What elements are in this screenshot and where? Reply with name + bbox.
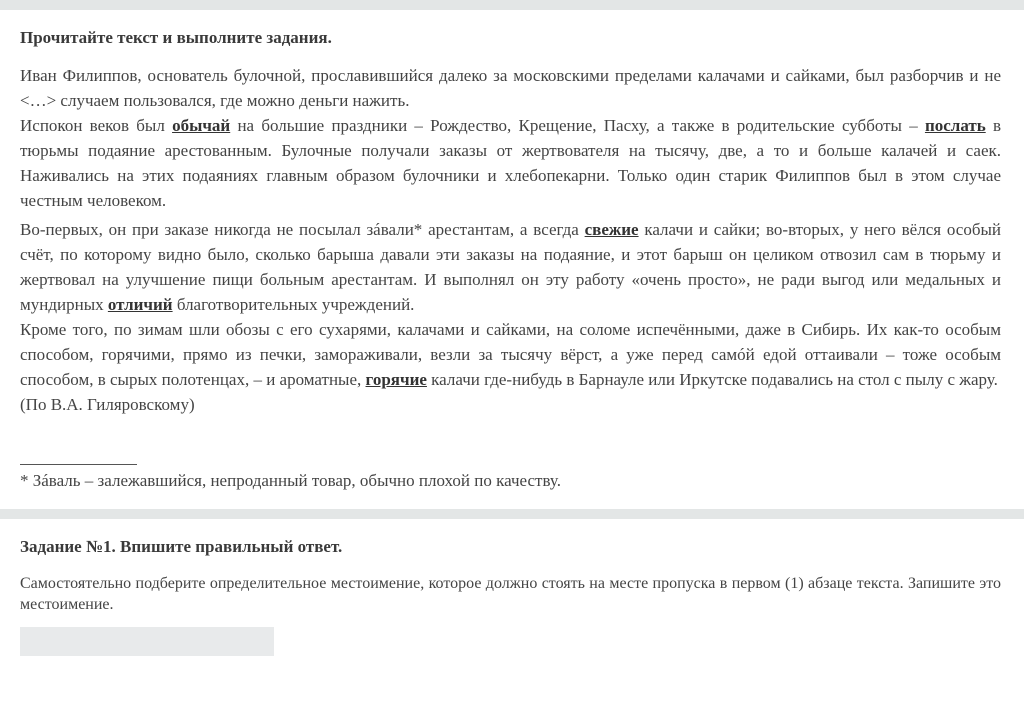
footnote: * Зáваль – залежавшийся, непроданный товар, обычно плохой по качеству. — [20, 471, 561, 490]
paragraph-1: Иван Филиппов, основатель булочной, прославившийся далеко за московскими пределами калачами и сайками, был разборчив и не <…> случаем пользовался, где можно деньги нажить. — [20, 66, 1001, 110]
paragraph-2: Испокон веков был обычай на большие праздники – Рождество, Крещение, Пасху, а также в родительские субботы – послать в тюрьмы подаяние арестованным. Булочные получали заказы от жертвователя на тысячу, две, а то и больше калачей и саек. Наживались на этих подаяниях главным образом булочники и хлебопекарни. Только один старик Филиппов был в этом случае честным человеком. — [20, 116, 1001, 210]
paragraph-4: Кроме того, по зимам шли обозы с его сухарями, калачами и сайками, на соломе испечёнными, даже в Сибирь. Их как-то особым способом, горячими, прямо из печки, замораживали, везли за тысячу вёрст, а уже перед самóй едой оттаивали – тоже особым способом, в сырых полотенцах, – и ароматные, горячие калачи где-нибудь в Барнауле или Иркутске подавались на стол с пылу с жару. — [20, 320, 1001, 389]
task-description: Самостоятельно подберите определительное местоимение, которое должно стоять на месте пропуска в первом (1) абзаце текста. Запишите это местоимение. — [20, 575, 1001, 613]
task-title: Задание №1. Впишите правильный ответ. — [20, 537, 343, 556]
highlighted-word: обычай — [172, 116, 231, 135]
highlighted-word: свежие — [584, 220, 639, 239]
top-separator — [0, 0, 1024, 10]
highlighted-word: отличий — [107, 295, 173, 314]
highlighted-word: горячие — [365, 370, 427, 389]
source-attribution: (По В.А. Гиляровскому) — [20, 395, 195, 414]
highlighted-word: послать — [924, 116, 986, 135]
paragraph-3: Во-первых, он при заказе никогда не посылал зáвали* арестантам, а всегда свежие калачи и сайки; во-вторых, у него вёлся особый счёт, по которому видно было, сколько барыша давали эти заказы на подаяние, и этот барыш он целиком отвозил сам в тюрьму и жертвовал на улучшение пищи больным арестантам. И выполнял он эту работу «очень просто», не ради выгод или медальных и мундирных отличий благотворительных учреждений. — [20, 220, 1001, 314]
reading-text — [20, 63, 1001, 417]
reading-instruction: Прочитайте текст и выполните задания. — [20, 28, 332, 47]
answer-input[interactable] — [20, 627, 274, 656]
section-separator — [0, 509, 1024, 519]
footnote-divider — [20, 464, 137, 465]
